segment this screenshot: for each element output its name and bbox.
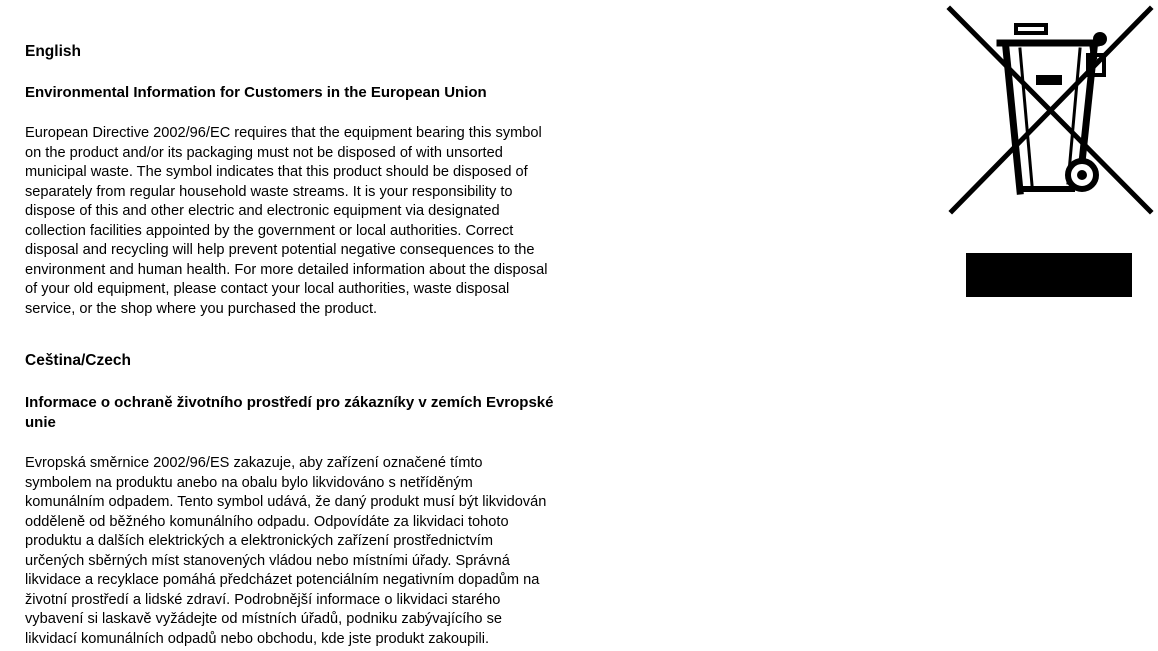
czech-title-line: Informace o ochraně životního prostředí pro zákazníky v zemích Evropské (25, 394, 554, 411)
czech-body-text (25, 454, 546, 649)
english-body-line: of your old equipment, please contact your local authorities, waste disposal (25, 281, 510, 297)
czech-body-line: symbolem na produktu anebo na obalu bylo likvidováno s netříděným (25, 474, 473, 491)
czech-body-line: produktu a dalších elektrických a elektronických zařízení prostřednictvím (25, 533, 494, 549)
czech-title-line: unie (25, 414, 56, 431)
english-body-line: collection facilities appointed by the government or local authorities. Correct (25, 222, 514, 239)
czech-body-line: komunálním odpadem. Tento symbol udává, že daný produkt musí být likvidován (25, 494, 547, 510)
czech-body-line: životní prostředí a lidské zdraví. Podrobnější informace o likvidaci starého (25, 591, 501, 608)
english-body-line: on the product and/or its packaging must not be disposed of with unsorted (25, 144, 503, 161)
english-section-title: Environmental Information for Customers in the European Union (25, 84, 487, 101)
czech-body-line: likvidací komunálních odpadů nebo obchodu, kde jste produkt zakoupili. (25, 630, 490, 647)
english-body-line: environment and human health. For more detailed information about the disposal (25, 261, 548, 278)
czech-body-line: Evropská směrnice 2002/96/ES zakazuje, aby zařízení označené tímto (25, 455, 483, 471)
english-body-line: European Directive 2002/96/EC requires that the equipment bearing this symbol (25, 125, 542, 141)
english-language-heading: English (25, 43, 81, 60)
english-body-line: service, or the shop where you purchased the product. (25, 300, 378, 317)
czech-body-line: určených sběrných míst stanovených vládou nebo místními úřady. Správná (25, 552, 510, 569)
english-body-line: disposal and recycling will help prevent potential negative consequences to the (25, 242, 535, 258)
weee-crossed-out-wheelie-bin-icon (944, 5, 1156, 217)
czech-body-line: likvidace a recyklace pomáhá předcházet potenciálním negativním dopadům na (25, 572, 540, 588)
czech-body-line: odděleně od běžného komunálního odpadu. Odpovídáte za likvidaci tohoto (25, 513, 509, 530)
english-body-text (25, 124, 547, 319)
czech-section-title (25, 393, 553, 433)
czech-language-heading: Ceština/Czech (25, 352, 131, 369)
czech-body-line: vybavení si laskavě vyžádejte od místních úřadů, podniku zabývajícího se (25, 611, 502, 627)
english-body-line: separately from regular household waste streams. It is your responsibility to (25, 183, 513, 200)
english-body-line: dispose of this and other electric and electronic equipment via designated (25, 203, 500, 219)
english-body-line: municipal waste. The symbol indicates that this product should be disposed of (25, 164, 528, 180)
weee-date-bar (966, 253, 1132, 297)
